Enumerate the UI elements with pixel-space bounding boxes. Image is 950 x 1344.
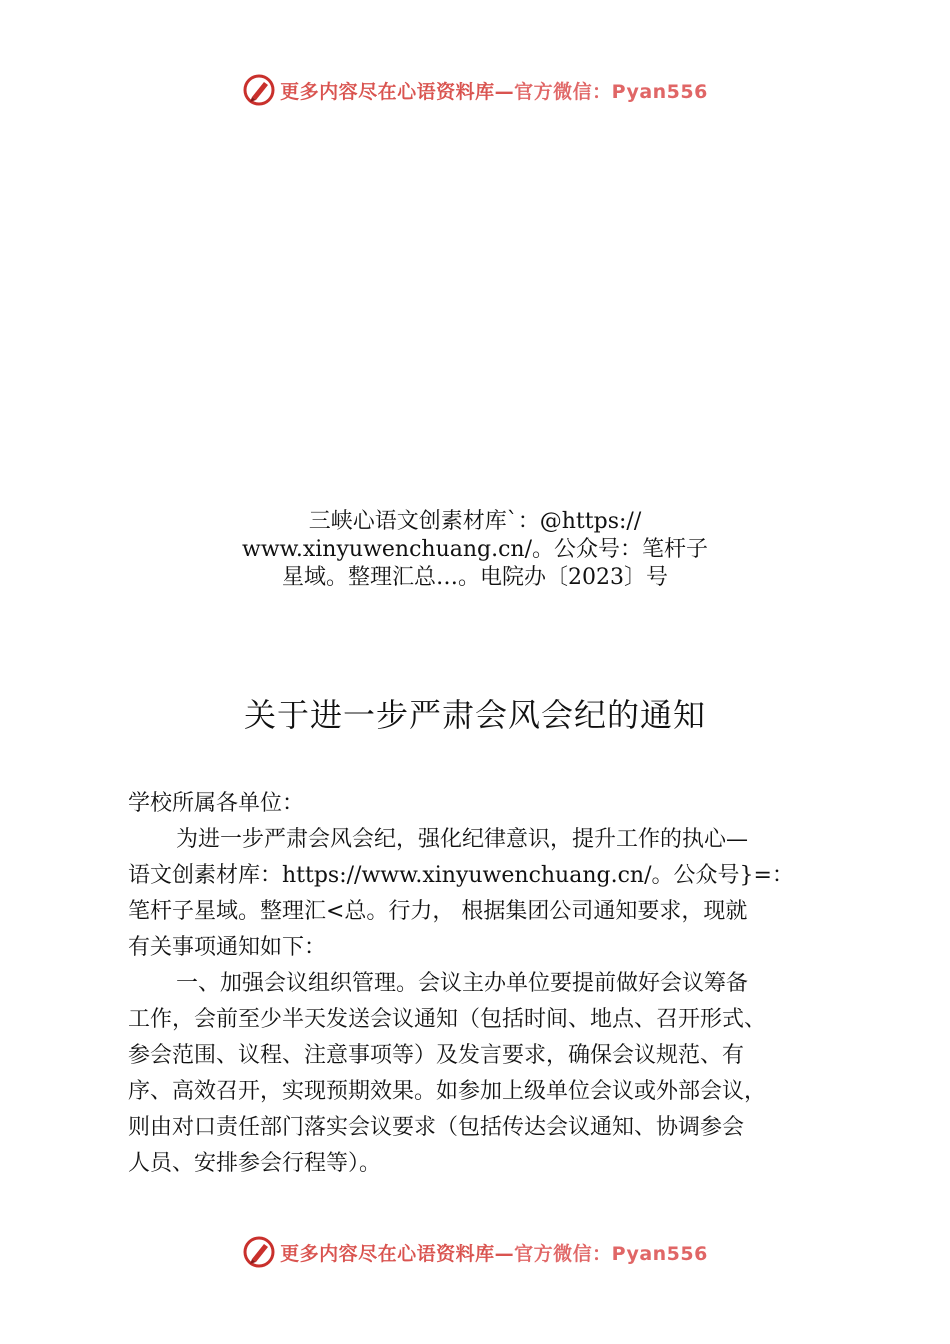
banner-wechat-id: Pyan556 (611, 80, 708, 103)
doc-header-line: 星域。整理汇总…。电院办〔2023〕号 (282, 565, 668, 590)
banner-main-text: 更多内容尽在心语资料库 (280, 1242, 495, 1265)
banner-text (280, 1239, 708, 1266)
paragraph-line: 为进一步严肃会风会纪，强化纪律意识，提升工作的执心— (176, 827, 749, 852)
banner-main-text: 更多内容尽在心语资料库 (280, 80, 495, 103)
pen-logo-icon (242, 73, 276, 107)
paragraph-line: 工作，会前至少半天发送会议通知（包括时间、地点、召开形式、 (128, 1007, 767, 1032)
document-header (200, 508, 750, 592)
paragraph-line: 序、高效召开，实现预期效果。如参加上级单位会议或外部会议， (128, 1079, 767, 1104)
doc-header-line: www.xinyuwenchuang.cn/。公众号：笔杆子 (241, 537, 709, 562)
header-banner (0, 70, 950, 110)
banner-wechat-label: 官方微信： (514, 1242, 612, 1265)
paragraph-line: 语文创素材库：https://www.xinyuwenchuang.cn/。公众号}=： (128, 863, 794, 888)
pen-logo-icon (242, 1235, 276, 1269)
paragraph-line: 参会范围、议程、注意事项等）及发言要求，确保会议规范、有 (128, 1043, 745, 1068)
banner-text (280, 77, 708, 104)
document-title: 关于进一步严肃会风会纪的通知 (243, 696, 706, 734)
banner-dash: — (494, 80, 515, 103)
document-body (128, 786, 848, 1182)
paragraph-line: 人员、安排参会行程等）。 (128, 1151, 382, 1176)
footer-banner (0, 1232, 950, 1272)
banner-wechat-id: Pyan556 (611, 1242, 708, 1265)
salutation: 学校所属各单位： (128, 791, 305, 816)
paragraph-line: 有关事项通知如下： (128, 935, 327, 960)
paragraph-line: 则由对口责任部门落实会议要求（包括传达会议通知、协调参会 (128, 1115, 745, 1140)
banner-dash: — (494, 1242, 515, 1265)
banner-wechat-label: 官方微信： (514, 80, 612, 103)
paragraph-line: 笔杆子星域。整理汇<总。行力， 根据集团公司通知要求，现就 (128, 899, 748, 924)
doc-header-line: 三峡心语文创素材库`：@https:// (308, 509, 642, 534)
paragraph-line: 一、加强会议组织管理。会议主办单位要提前做好会议筹备 (176, 971, 749, 996)
